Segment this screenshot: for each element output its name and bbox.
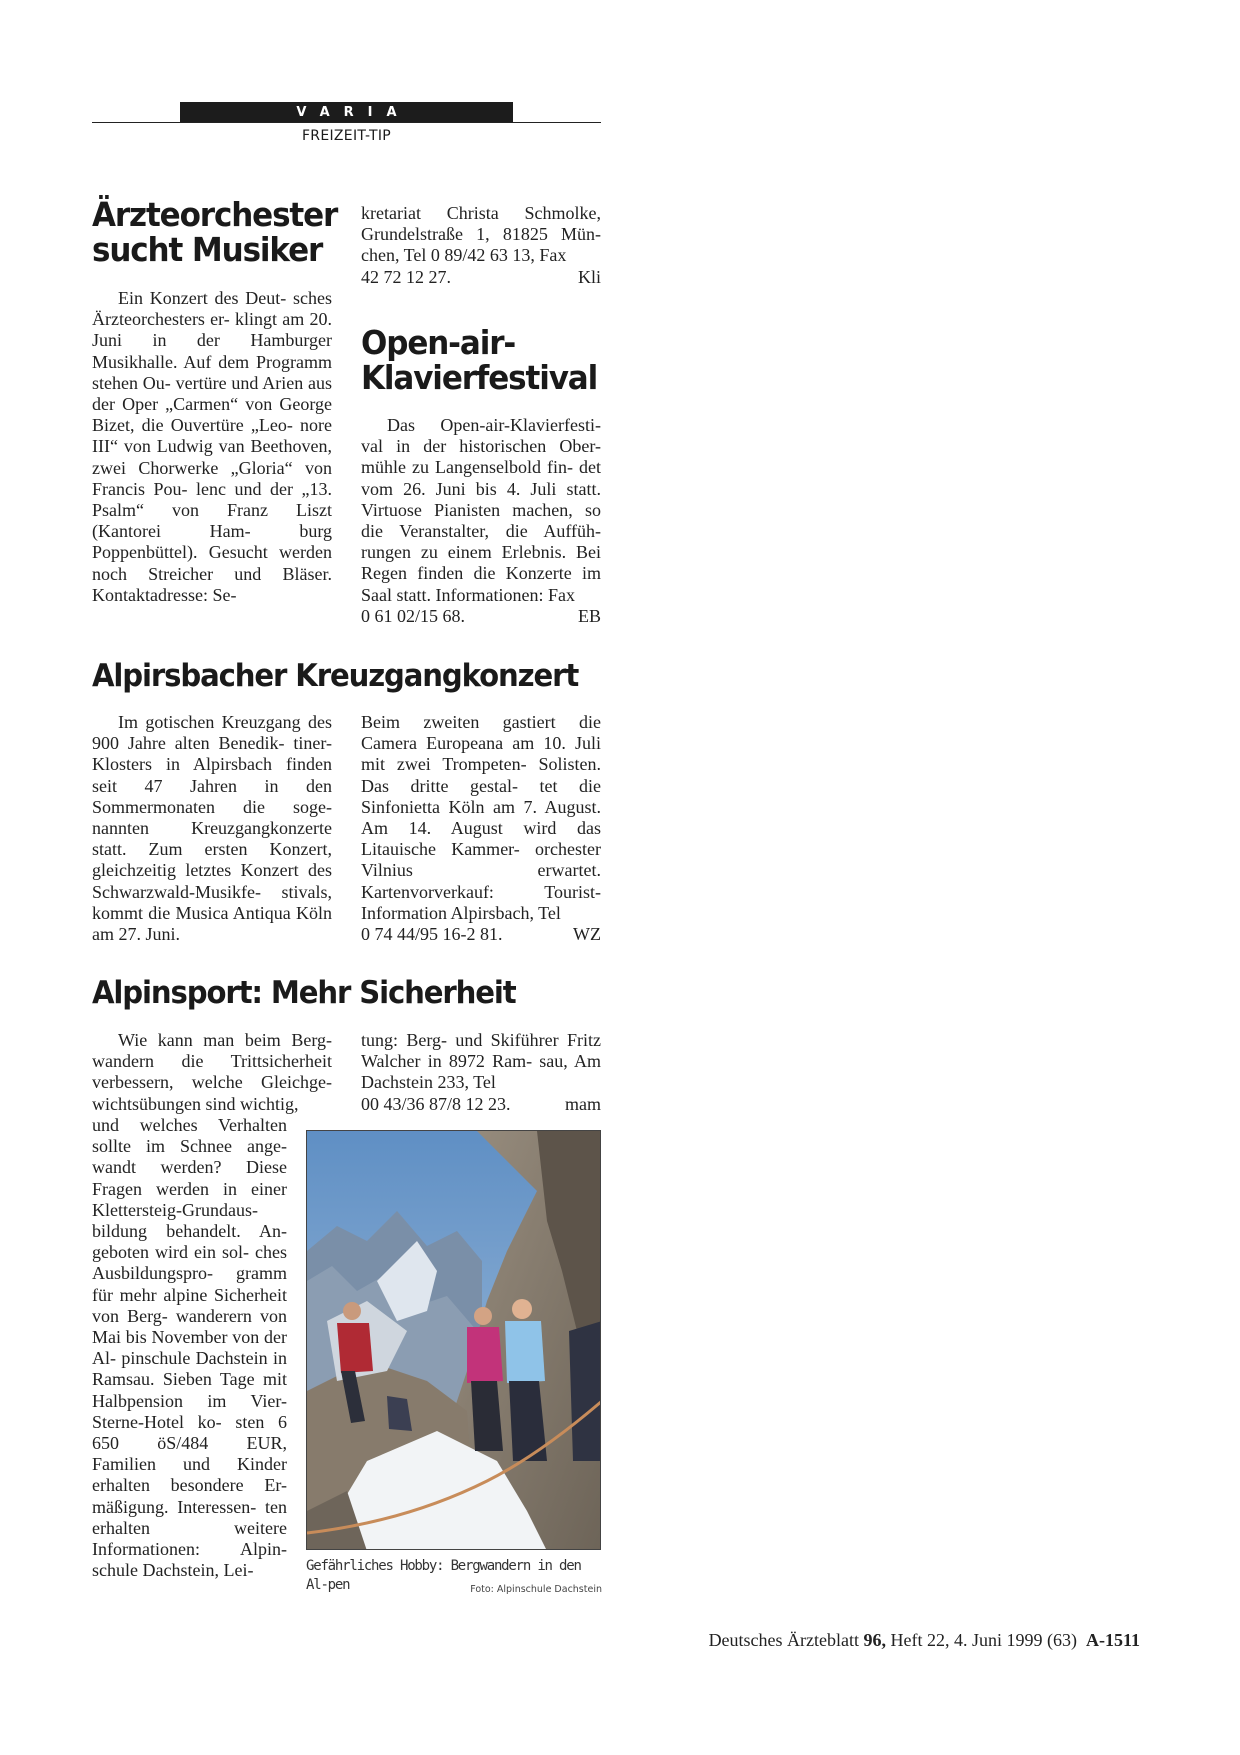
article4-paragraph: Wie kann man beim Berg- wandern die Trittsicherheit verbessern, welche Gleichge- wichtsübungen sind wichtig, — [92, 1030, 332, 1114]
footer-page-number: A-1511 — [1086, 1630, 1140, 1650]
article1-paragraph: Ein Konzert des Deut- sches Ärzteorchesters er- klingt am 20. Juni in der Hamburger Musikhalle. Auf dem Programm stehen Ou- vertüre und Arien aus der Oper „Carmen“ von George Bizet, die Ouvertüre „Leo- nore III“ von Ludwig van Beethoven, zwei Chorwerke „Gloria“ von Francis Pou- lenc und der „13. Psalm“ von Franz Liszt (Kantorei Ham- burg Poppenbüttel). Gesucht werden noch Streicher und Bläser. Kontaktadresse: Se- — [92, 288, 333, 605]
article2-title-line2: Klavierfestival — [361, 358, 598, 397]
article1-col1 — [92, 288, 332, 606]
article3-paragraph-cont: Beim zweiten gastiert die Camera Europeana am 10. Juli mit zwei Trompeten- Solisten. Das dritte gestal- tet die Sinfonietta Köln am 7. August. Am 14. August wird das Litauische Kammer- orchester Vilnius erwartet. Kartenvorverkauf: Tourist- Information Alpirsbach, Tel — [361, 712, 602, 923]
article3-paragraph: Im gotischen Kreuzgang des 900 Jahre alten Benedik- tiner-Klosters in Alpirsbach finden seit 47 Jahren in den Sommermonaten die soge- nannten Kreuzgangkonzerte statt. Zum ersten Konzert, gleichzeitig letztes Konzert des Schwarzwald-Musikfe- stivals, kommt die Musica Antiqua Köln am 27. Juni. — [92, 712, 333, 945]
photo-caption: Gefährliches Hobby: Bergwandern in den Al-pen — [306, 1558, 581, 1593]
article2-closing: 0 61 02/15 68. EB — [361, 605, 601, 626]
article1-closing: 42 72 12 27. Kli — [361, 266, 601, 287]
article1-title-line1: Ärzteorchester — [92, 195, 338, 234]
article2-title — [361, 325, 597, 395]
article4-closing: 00 43/36 87/8 12 23. mam — [361, 1093, 601, 1114]
article3-col2 — [361, 712, 601, 945]
article3-signature: WZ — [573, 924, 601, 945]
photo-credit: Foto: Alpinschule Dachstein — [470, 1584, 602, 1595]
article4-paragraph-cont: und welches Verhalten sollte im Schnee ange- wandt werden? Diese Fragen werden in einer Klettersteig-Grundaus- bildung behandelt. An- geboten wird ein sol- ches Ausbildungspro- gramm für mehr alpine Sicherheit von Berg- wanderern von Mai bis November von der Al- pinschule Dachstein in Ramsau. Sieben Tage mit Halbpension im Vier-Sterne-Hotel ko- sten 6 650 öS/484 EUR, Familien und Kinder erhalten besondere Er- mäßigung. Interessen- ten erhalten weitere Informationen: Alpin- schule Dachstein, Lei- — [92, 1115, 288, 1581]
article1-title — [92, 197, 337, 267]
page-footer — [560, 1630, 1140, 1651]
article3-col1 — [92, 712, 332, 945]
mountaineering-photo — [306, 1130, 601, 1550]
article4-col2 — [361, 1030, 601, 1115]
footer-journal: Deutsches Ärzteblatt — [708, 1630, 860, 1650]
article2-paragraph: Das Open-air-Klavierfesti- val in der historischen Ober- mühle zu Langenselbold fin- det vom 26. Juni bis 4. Juli statt. Virtuose Pianisten machen, so die Veranstalter, die Auffüh- rungen zu einem Erlebnis. Bei Regen finden die Konzerte im Saal statt. Informationen: Fax — [361, 415, 601, 605]
article4-signature: mam — [565, 1093, 601, 1114]
article1-signature: Kli — [577, 266, 601, 287]
article4-title: Alpinsport: Mehr Sicherheit — [92, 975, 516, 1011]
article1-paragraph-cont: kretariat Christa Schmolke, Grundelstraße 1, 81825 Mün- chen, Tel 0 89/42 63 13, Fax — [361, 203, 601, 266]
article4-col1-narrow — [92, 1115, 287, 1581]
section-banner: VARIA — [180, 102, 513, 123]
article2-title-line1: Open-air- — [361, 323, 516, 362]
footer-issue: Heft 22, 4. Juni 1999 (63) — [890, 1630, 1077, 1650]
header-rule — [92, 122, 601, 123]
article1-title-line2: sucht Musiker — [92, 230, 323, 269]
article1-col2 — [361, 203, 601, 288]
article2-signature: EB — [577, 605, 601, 626]
footer-volume: 96, — [863, 1630, 887, 1650]
article4-paragraph-cont2: tung: Berg- und Skiführer Fritz Walcher in 8972 Ram- sau, Am Dachstein 233, Tel — [361, 1030, 601, 1093]
article3-title: Alpirsbacher Kreuzgangkonzert — [92, 658, 579, 694]
article4-col1 — [92, 1030, 332, 1115]
subsection-label: FREIZEIT-TIP — [301, 128, 392, 144]
article2-body — [361, 415, 601, 627]
article3-closing: 0 74 44/95 16-2 81. WZ — [361, 924, 601, 945]
